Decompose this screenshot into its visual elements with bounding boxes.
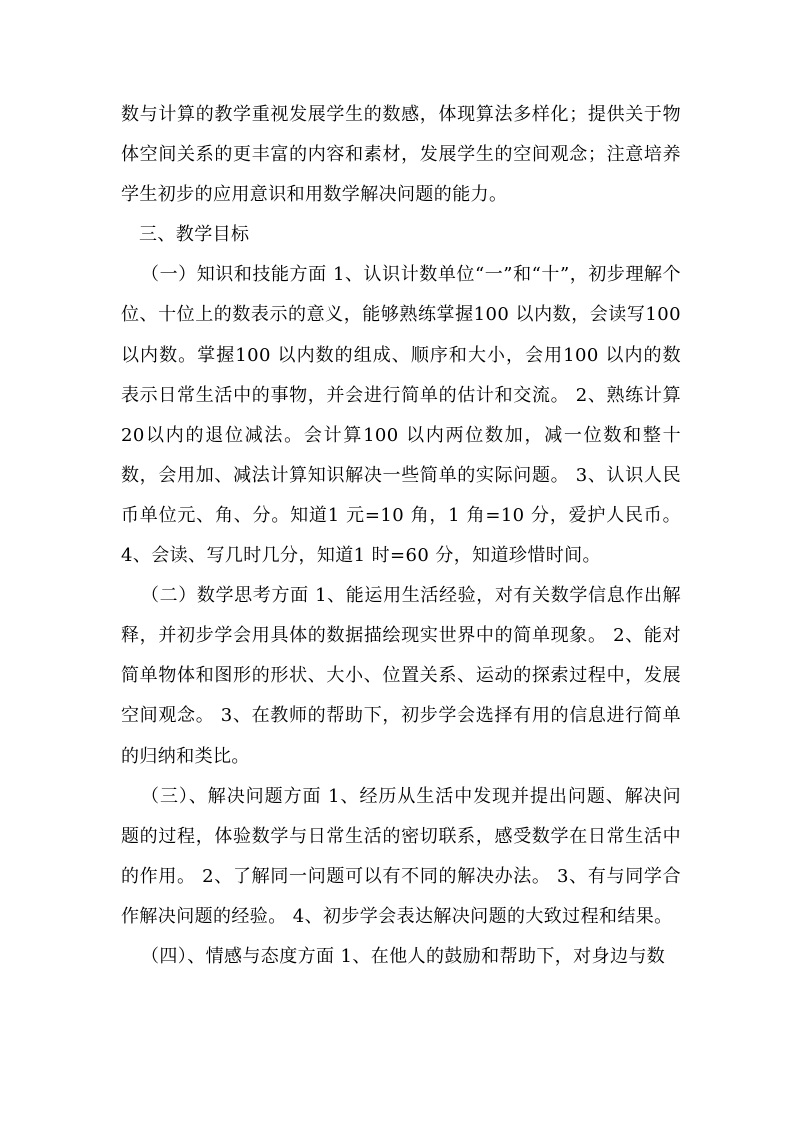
paragraph-problem-solving: （三）、解决问题方面 1、经历从生活中发现并提出问题、解决问题的过程，体验数学与日常生活的密切联系，感受数学在日常生活中的作用。 2、了解同一问题可以有不同的解决办法。 3、有与同学合作解决问题的经验。 4、初步学会表达解决问题的大致过程和结果。 (121, 785, 681, 927)
paragraph-math-thinking: （二）数学思考方面 1、能运用生活经验，对有关数学信息作出解释，并初步学会用具体的数据描绘现实世界中的简单现象。 2、能对简单物体和图形的形状、大小、位置关系、运动的探索过程中，发展空间观念。 3、在教师的帮助下，初步学会选择有用的信息进行简单的归纳和类比。 (121, 585, 681, 767)
paragraph-knowledge-skills: （一）知识和技能方面 1、认识计数单位“一”和“十”，初步理解个位、十位上的数表示的意义，能够熟练掌握100 以内数，会读写100以内数。掌握100 以内数的组成、顺序和大小，会用100 以内的数表示日常生活中的事物，并会进行简单的估计和交流。 2、熟练计算20以内的退位减法。会计算100 以内两位数加，减一位数和整十数，会用加、减法计算知识解决一些简单的实际问题。 3、认识人民币单位元、角、分。知道1 元=10 角，1 角=10 分，爱护人民币。 4、会读、写几时几分，知道1 时=60 分，知道珍惜时间。 (121, 264, 681, 567)
section-heading-teaching-goals: 三、教学目标 (139, 224, 250, 246)
document-body (121, 95, 681, 977)
paragraph-emotion-attitude: （四）、情感与态度方面 1、在他人的鼓励和帮助下，对身边与数 (141, 945, 666, 967)
paragraph-intro: 数与计算的教学重视发展学生的数感，体现算法多样化；提供关于物体空间关系的更丰富的内容和素材，发展学生的空间观念；注意培养学生初步的应用意识和用数学解决问题的能力。 (121, 104, 681, 206)
